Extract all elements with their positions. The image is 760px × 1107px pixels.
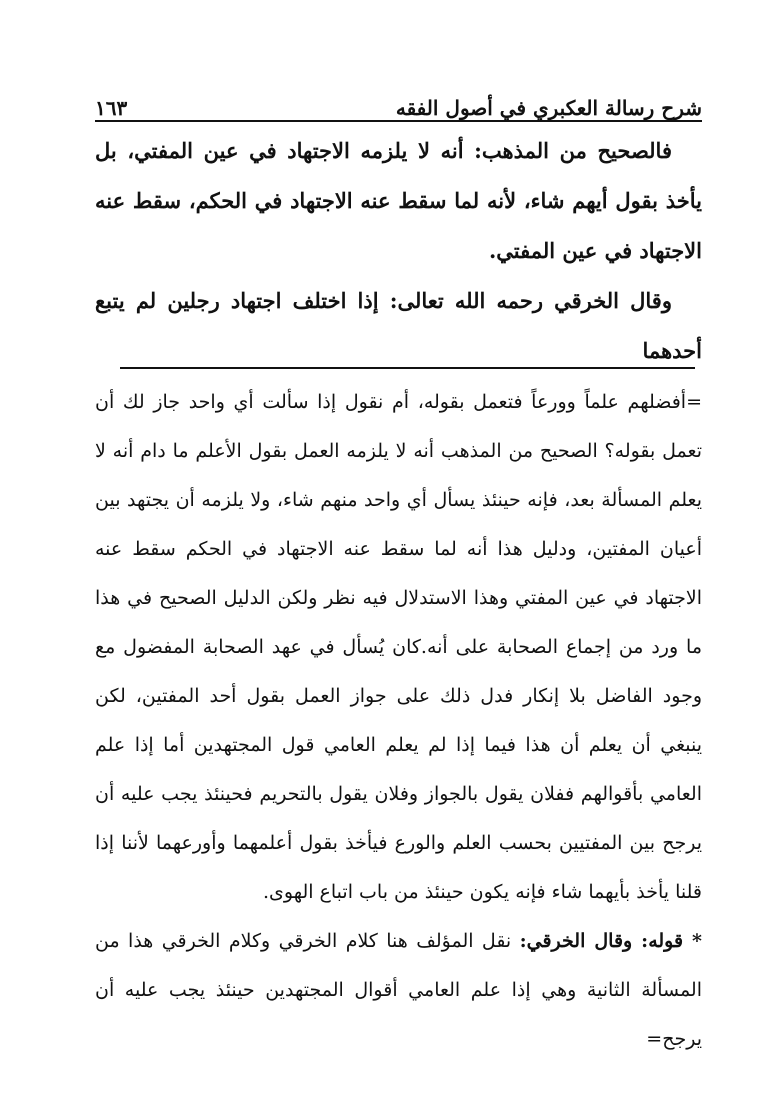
- footnote-separator: [120, 367, 695, 369]
- running-header: [95, 86, 702, 120]
- footnotes: [95, 378, 702, 1064]
- main-text: [95, 126, 702, 376]
- main-paragraph-2: وقال الخرقي رحمه الله تعالى: إذا اختلف اجتهاد رجلين لم يتبع أحدهما: [95, 288, 702, 363]
- main-paragraph-1: فالصحيح من المذهب: أنه لا يلزمه الاجتهاد في عين المفتي، بل يأخذ بقول أيهم شاء، لأنه لما سقط عنه الاجتهاد في الحكم، سقط عنه الاجتهاد في عين المفتي.: [95, 138, 702, 263]
- header-rule: [95, 120, 702, 122]
- footnote-2-label: * قوله: وقال الخرقي:: [519, 930, 702, 952]
- footnote-2: [95, 917, 702, 1064]
- footnote-2-text: نقل المؤلف هنا كلام الخرقي وكلام الخرقي هذا من المسألة الثانية وهي إذا علم العامي أقوال المجتهدين حينئذ يجب عليه أن يرجح=: [95, 930, 702, 1050]
- header-title: شرح رسالة العكبري في أصول الفقه: [395, 96, 702, 120]
- page-number: ١٦٣: [95, 96, 128, 120]
- footnote-1: =أفضلهم علماً وورعاً فتعمل بقوله، أم نقول إذا سألت أي واحد جاز لك أن تعمل بقوله؟ الصحيح من المذهب أنه لا يلزمه العمل بقول الأعلم ما دام أنه لا يعلم المسألة بعد، فإنه حينئذ يسأل أي واحد منهم شاء، ولا يلزمه أن يجتهد بين أعيان المفتين، ودليل هذا أنه لما سقط عنه الاجتهاد في الحكم سقط عنه الاجتهاد في عين المفتي وهذا الاستدلال فيه نظر ولكن الدليل الصحيح في هذا ما ورد من إجماع الصحابة على أنه.كان يُسأل في عهد الصحابة المفضول مع وجود الفاضل بلا إنكار فدل ذلك على جواز العمل بقول أحد المفتين، لكن ينبغي أن يعلم أن هذا فيما إذا لم يعلم العامي قول المجتهدين أما إذا علم العامي بأقوالهم ففلان يقول بالجواز وفلان يقول بالتحريم فحينئذ يجب عليه أن يرجح بين المفتيين بحسب العلم والورع فيأخذ بقول أعلمهما وأورعهما لأننا إذا قلنا يأخذ بأيهما شاء فإنه يكون حينئذ من باب اتباع الهوى.: [95, 391, 702, 903]
